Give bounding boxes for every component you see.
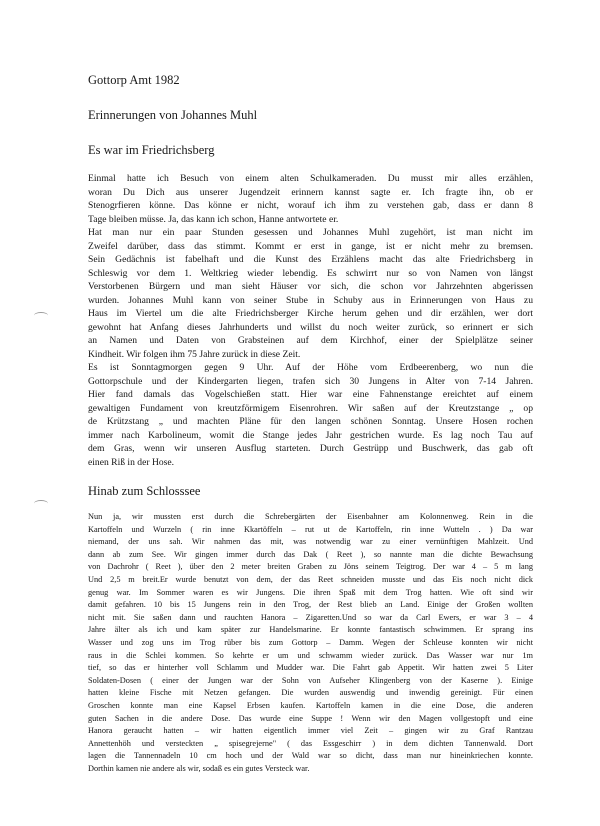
text-line: de Krützstang „ und machten Pläne für den langen schönen Sonntag. Unsere Hosen rochen	[88, 416, 533, 427]
text-line: Gottorpschule und der Kindergarten liegen, trafen sich 30 Jungens in Alter von 7-14 Jahren.	[88, 375, 533, 387]
text-line: lagen die Tannennadeln 10 cm hoch und der Wald war so dicht, dass man nur hineinkriechen konnte.	[88, 751, 533, 761]
text-line: Stenogrfieren könne. Das könne er nicht, worauf ich ihm zu verstehen gab, dass er dann 8	[88, 200, 533, 211]
section-body-friedrichsberg	[88, 172, 533, 469]
text-line: Tage bleiben müsse. Ja, das kann ich schon, Hanne antwortete er.	[88, 213, 339, 225]
text-line: nicht mit. Sie saßen dann und rauchten Hanora – Zigaretten.Und so war da Carl Ewers, er war 3 – 4	[88, 612, 533, 622]
text-line: Sein Gedächnis ist fabelhaft und die Kunst des Erzählens macht das alte Friedrichsberg in	[88, 254, 533, 265]
text-line: niemand, der uns sah. Wir nahmen das mit, was notwendig war zu einer vernünftigen Mahlzeit. Und	[88, 537, 533, 547]
text-line: Hat man nur ein paar Stunden gesessen und Johannes Muhl zugehört, ist man nicht im	[88, 227, 533, 238]
text-line: gewohnt hat Anfang dieses Jahrhunderts und willst du noch weiter zurück, so erinnert er sich	[88, 321, 533, 333]
text-line: raus in die Schlei kommen. So kehrte er um und schwamm wieder zurück. Das Wasser war nur 1m	[88, 650, 533, 660]
text-line: Einmal hatte ich Besuch von einem alten Schulkameraden. Du musst mir alles erzählen,	[88, 173, 533, 184]
text-line: guten Sachen in die andere Dose. Das wurde eine Suppe ! Wenn wir den Magen vollgestopft und eine	[88, 713, 533, 723]
text-line: von Dachrohr ( Reet ), über den 2 meter breiten Graben zu Jöns seinem Teigtrog. Der war 4 – 5 m lang	[88, 562, 533, 572]
text-line: Nun ja, wir mussten erst durch die Schrebergärten der Eisenbahner am Kolonnenweg. Rein in die	[88, 512, 533, 521]
text-line: Dorthin kamen nie andere als wir, sodaß es ein gutes Versteck war.	[88, 763, 310, 773]
text-line: damit gefahren. 10 bis 15 Jungens rein in den Trog, der Rest blieb an Land. Einige der Großen wollten	[88, 600, 533, 610]
text-line: Jahre älter als ich und kam später zur Handelsmarine. Er konnte fantastisch schwimmen. Er sprang ins	[88, 625, 533, 635]
text-line: Groschen konnte man eine Kapsel Erbsen kaufen. Kartoffeln kamen in die eine Dose, die anderen	[88, 700, 533, 710]
text-line: Und 2,5 m breit.Er wurde benutzt von dem, der das Reet schneiden musste und das Eis noch nicht dick	[88, 574, 533, 584]
text-line: immer nach Karbolineum, womit die Stange jedes Jahr gestrichen wurde. Es lag noch Tau auf	[88, 429, 533, 441]
document-subtitle: Erinnerungen von Johannes Muhl	[88, 108, 258, 122]
margin-mark	[34, 312, 48, 319]
text-line: Zweifel darüber, dass das stimmt. Kommt er erst in gange, ist er nicht mehr zu bremsen.	[88, 240, 533, 252]
text-line: Kindheit. Wir folgen ihm 75 Jahre zurück in diese Zeit.	[88, 348, 301, 360]
section-body-schlosssee	[88, 511, 533, 775]
text-line: genug war. Im Sommer waren es wir Jungens. Die ihren Spaß mit dem Trog hatten. Wie oft sind wir	[88, 587, 533, 597]
text-line: dem Gras, wenn wir unseren Ausflug starteten. Durch Gestrüpp und Buschwerk, das gab oft	[88, 443, 533, 454]
text-line: Schleswig vor dem 1. Weltkrieg wieder lebendig. Es schwirrt nur so von Namen von längst	[88, 267, 533, 279]
text-line: einen Riß in der Hose.	[88, 456, 175, 468]
text-line: Hier fand damals das Vogelschießen statt. Hier war eine Fahnenstange ereichtet auf einem	[88, 389, 533, 400]
section-title-schlosssee: Hinab zum Schlosssee	[88, 484, 201, 498]
text-line: woran Du Dich aus unserer Jugendzeit erinnern kannst sagte er. Ich fragte ihn, ob er	[88, 186, 533, 198]
text-line: dann ab zum See. Wir gingen immer durch das Dak ( Reet ), so nannte man die dichte Bewachsung	[88, 549, 533, 559]
document-header: Gottorp Amt 1982	[88, 73, 180, 87]
text-line: wurden. Johannes Muhl kann von seiner Stube in Schuby aus in Erinnerungen von Haus zu	[88, 294, 533, 306]
text-line: tief, so das er hinterher voll Schlamm und Mudder war. Die Fahrt gab Appetit. Wir hatten zwei 5 Liter	[88, 663, 533, 673]
text-line: Kartoffeln und Wurzeln ( rin inne Kkartöffeln – rut ut de Kartoffeln, rin inne Wutteln . ) Da war	[88, 524, 533, 534]
text-line: Haus im Viertel um die alte Friedrichsberger Kirche herum gehen und dir erzählen, wer dort	[88, 308, 533, 319]
margin-mark	[34, 500, 48, 507]
text-line: an Namen und Daten von Grabsteinen auf dem Kirchhof, einer der Spielplätze seiner	[88, 335, 533, 346]
text-line: Es ist Sonntagmorgen gegen 9 Uhr. Auf der Höhe vom Erdbeerenberg, wo nun die	[88, 362, 533, 373]
text-line: hatten kleine Fische mit Netzen gefangen. Die wurden auswendig und inwendig gereinigt. Für einen	[88, 688, 533, 698]
text-line: Hanora geraucht hatten – wir hatten eigentlich immer viel Zeit – gingen wir zu Graf Rantzau	[88, 726, 533, 736]
text-line: Verstorbenen Bürgern und man sieht Häuser vor sich, die schon vor Jahrzehnten abgerissen	[88, 281, 533, 292]
text-line: Soldaten-Dosen ( einer der Jungen war der Sohn von Aufseher Klingenberg von der Kaserne ). Einige	[88, 675, 533, 685]
text-line: gewaltigen Fundament von kreutzförmigem Eisenrohren. Wir saßen auf der Kreutzstange „ op	[88, 402, 533, 414]
text-line: Wasser und zog uns im Trog rüber bis zum Gottorp – Damm. Wegen der Schleuse konnten wir nicht	[88, 637, 533, 647]
text-line: Annettenhöh und versteckten „ spisegrejerne" ( das Essgeschirr ) in dem dichten Tannenwald. Dort	[88, 738, 533, 748]
section-title-friedrichsberg: Es war im Friedrichsberg	[88, 143, 215, 157]
